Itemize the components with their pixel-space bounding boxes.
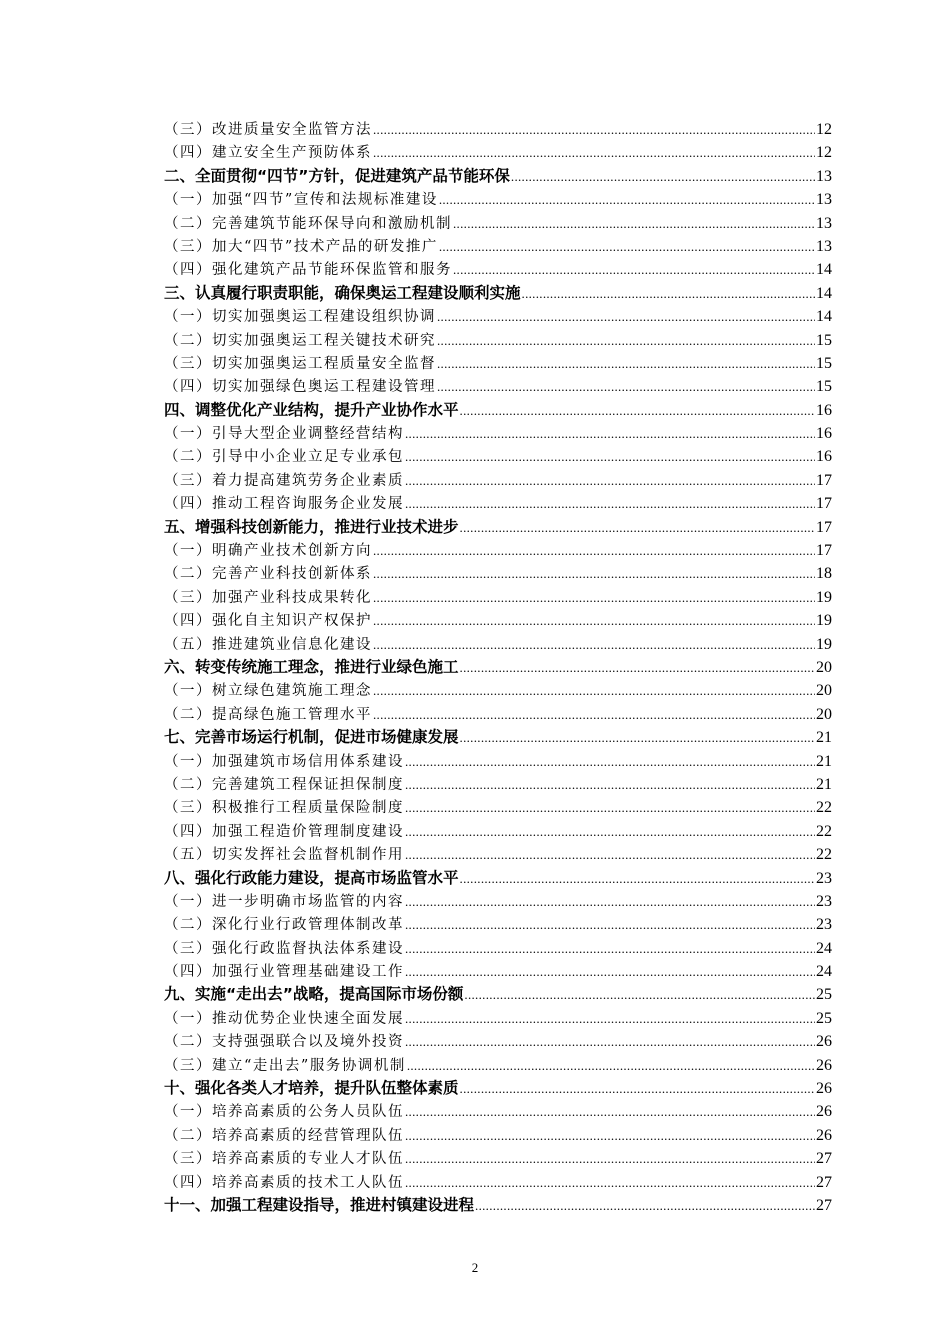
toc-entry-page: 14	[816, 308, 832, 326]
toc-dot-leader	[405, 1171, 815, 1194]
toc-entry-page: 17	[816, 495, 832, 513]
toc-entry-title: （四）推动工程咨询服务企业发展	[164, 496, 404, 513]
toc-section-entry[interactable]	[164, 843, 832, 866]
toc-entry-title: （一）推动优势企业快速全面发展	[164, 1010, 404, 1027]
toc-entry-title: （一）树立绿色建筑施工理念	[164, 683, 372, 700]
toc-entry-page: 27	[816, 1150, 832, 1168]
toc-section-entry[interactable]	[164, 633, 832, 656]
toc-section-entry[interactable]	[164, 796, 832, 819]
toc-section-entry[interactable]	[164, 1054, 832, 1077]
toc-dot-leader	[405, 937, 815, 960]
toc-entry-title: 二、全面贯彻“四节”方针，促进建筑产品节能环保	[164, 166, 510, 185]
toc-dot-leader	[439, 235, 815, 258]
toc-entry-title: （三）加强产业科技成果转化	[164, 589, 372, 606]
toc-dot-leader	[475, 1194, 815, 1217]
toc-entry-page: 22	[816, 846, 832, 864]
toc-dot-leader	[405, 773, 815, 796]
toc-entry-title: 七、完善市场运行机制，促进市场健康发展	[164, 728, 459, 747]
toc-entry-page: 21	[816, 729, 832, 747]
toc-entry-title: 六、转变传统施工理念，推进行业绿色施工	[164, 657, 459, 676]
toc-dot-leader	[405, 913, 815, 936]
toc-section-entry[interactable]	[164, 1147, 832, 1170]
toc-entry-title: （四）强化自主知识产权保护	[164, 613, 372, 630]
toc-dot-leader	[460, 1077, 815, 1100]
toc-dot-leader	[460, 656, 815, 679]
toc-section-entry[interactable]	[164, 212, 832, 235]
toc-entry-page: 20	[816, 682, 832, 700]
toc-entry-title: （四）强化建筑产品节能环保监管和服务	[164, 262, 452, 279]
toc-chapter-entry[interactable]	[164, 165, 832, 188]
toc-dot-leader	[437, 329, 815, 352]
toc-dot-leader	[522, 282, 815, 305]
toc-entry-title: （四）建立安全生产预防体系	[164, 145, 372, 162]
toc-chapter-entry[interactable]	[164, 1077, 832, 1100]
toc-entry-page: 15	[816, 354, 832, 372]
toc-entry-page: 23	[816, 869, 832, 887]
toc-entry-title: （二）完善建筑工程保证担保制度	[164, 776, 404, 793]
toc-section-entry[interactable]	[164, 773, 832, 796]
toc-dot-leader	[460, 516, 815, 539]
toc-entry-title: （二）切实加强奥运工程关键技术研究	[164, 332, 436, 349]
toc-section-entry[interactable]	[164, 352, 832, 375]
toc-dot-leader	[464, 983, 815, 1006]
toc-entry-page: 26	[816, 1056, 832, 1074]
toc-section-entry[interactable]	[164, 258, 832, 281]
toc-section-entry[interactable]	[164, 1030, 832, 1053]
toc-entry-title: （一）加强“四节”宣传和法规标准建设	[164, 192, 438, 209]
toc-dot-leader	[405, 492, 815, 515]
toc-entry-title: （三）加大“四节”技术产品的研发推广	[164, 238, 438, 255]
toc-entry-title: 四、调整优化产业结构，提升产业协作水平	[164, 400, 459, 419]
toc-dot-leader	[373, 586, 815, 609]
toc-dot-leader	[373, 118, 815, 141]
toc-dot-leader	[405, 1147, 815, 1170]
toc-entry-title: （三）培养高素质的专业人才队伍	[164, 1151, 404, 1168]
toc-section-entry[interactable]	[164, 329, 832, 352]
toc-entry-title: 五、增强科技创新能力，推进行业技术进步	[164, 517, 459, 536]
toc-chapter-entry[interactable]	[164, 399, 832, 422]
toc-entry-page: 25	[816, 986, 832, 1004]
toc-entry-title: （五）推进建筑业信息化建设	[164, 636, 372, 653]
toc-entry-page: 19	[816, 612, 832, 630]
toc-entry-title: （四）加强行业管理基础建设工作	[164, 964, 404, 981]
toc-dot-leader	[373, 679, 815, 702]
toc-dot-leader	[405, 422, 815, 445]
toc-section-entry[interactable]	[164, 820, 832, 843]
toc-section-entry[interactable]	[164, 586, 832, 609]
toc-dot-leader	[405, 1007, 815, 1030]
toc-entry-page: 15	[816, 378, 832, 396]
toc-section-entry[interactable]	[164, 1007, 832, 1030]
toc-entry-title: （一）明确产业技术创新方向	[164, 543, 372, 560]
toc-entry-title: 九、实施“走出去”战略，提高国际市场份额	[164, 985, 464, 1004]
toc-section-entry[interactable]	[164, 937, 832, 960]
toc-dot-leader	[373, 141, 815, 164]
toc-section-entry[interactable]	[164, 305, 832, 328]
toc-entry-page: 16	[816, 401, 832, 419]
toc-entry-title: （三）切实加强奥运工程质量安全监督	[164, 355, 436, 372]
toc-entry-title: （一）引导大型企业调整经营结构	[164, 426, 404, 443]
toc-entry-page: 17	[816, 542, 832, 560]
toc-section-entry[interactable]	[164, 469, 832, 492]
toc-entry-title: （二）完善建筑节能环保导向和激励机制	[164, 215, 452, 232]
toc-chapter-entry[interactable]	[164, 726, 832, 749]
toc-entry-page: 13	[816, 191, 832, 209]
toc-entry-title: （二）支持强强联合以及境外投资	[164, 1034, 404, 1051]
page-number: 2	[471, 1260, 479, 1275]
toc-entry-page: 22	[816, 799, 832, 817]
toc-dot-leader	[405, 890, 815, 913]
toc-dot-leader	[405, 820, 815, 843]
toc-dot-leader	[373, 539, 815, 562]
toc-entry-title: 十一、加强工程建设指导，推进村镇建设进程	[164, 1195, 475, 1214]
toc-entry-page: 21	[816, 775, 832, 793]
toc-entry-title: （三）着力提高建筑劳务企业素质	[164, 472, 404, 489]
toc-section-entry[interactable]	[164, 609, 832, 632]
toc-dot-leader	[460, 726, 815, 749]
toc-section-entry[interactable]	[164, 118, 832, 141]
toc-entry-title: （二）提高绿色施工管理水平	[164, 706, 372, 723]
toc-section-entry[interactable]	[164, 703, 832, 726]
toc-entry-title: （二）深化行业行政管理体制改革	[164, 917, 404, 934]
toc-entry-title: （三）建立“走出去”服务协调机制	[164, 1057, 406, 1074]
toc-entry-page: 27	[816, 1173, 832, 1191]
toc-entry-page: 14	[816, 261, 832, 279]
toc-entry-page: 25	[816, 1009, 832, 1027]
toc-entry-page: 27	[816, 1196, 832, 1214]
toc-entry-page: 23	[816, 916, 832, 934]
toc-entry-page: 13	[816, 167, 832, 185]
toc-dot-leader	[405, 843, 815, 866]
toc-dot-leader	[373, 562, 815, 585]
toc-dot-leader	[405, 1124, 815, 1147]
toc-section-entry[interactable]	[164, 562, 832, 585]
toc-section-entry[interactable]	[164, 492, 832, 515]
toc-dot-leader	[511, 165, 815, 188]
toc-entry-page: 12	[816, 144, 832, 162]
toc-section-entry[interactable]	[164, 422, 832, 445]
toc-section-entry[interactable]	[164, 188, 832, 211]
toc-dot-leader	[405, 1030, 815, 1053]
toc-dot-leader	[373, 703, 815, 726]
toc-dot-leader	[373, 609, 815, 632]
toc-entry-page: 22	[816, 822, 832, 840]
toc-entry-page: 26	[816, 1126, 832, 1144]
toc-entry-page: 18	[816, 565, 832, 583]
toc-dot-leader	[437, 352, 815, 375]
toc-entry-page: 16	[816, 448, 832, 466]
toc-entry-page: 13	[816, 237, 832, 255]
toc-entry-title: （一）切实加强奥运工程建设组织协调	[164, 309, 436, 326]
toc-entry-page: 17	[816, 471, 832, 489]
toc-dot-leader	[405, 469, 815, 492]
toc-entry-title: （一）进一步明确市场监管的内容	[164, 893, 404, 910]
toc-dot-leader	[405, 1100, 815, 1123]
toc-entry-page: 24	[816, 963, 832, 981]
toc-entry-title: 十、强化各类人才培养，提升队伍整体素质	[164, 1079, 459, 1098]
toc-entry-page: 20	[816, 658, 832, 676]
toc-chapter-entry[interactable]	[164, 282, 832, 305]
toc-section-entry[interactable]	[164, 679, 832, 702]
toc-chapter-entry[interactable]	[164, 983, 832, 1006]
toc-dot-leader	[407, 1054, 815, 1077]
toc-entry-title: （三）强化行政监督执法体系建设	[164, 940, 404, 957]
toc-entry-page: 16	[816, 425, 832, 443]
toc-entry-title: （四）加强工程造价管理制度建设	[164, 823, 404, 840]
toc-entry-page: 20	[816, 705, 832, 723]
toc-entry-page: 12	[816, 121, 832, 138]
toc-entry-page: 17	[816, 518, 832, 536]
toc-section-entry[interactable]	[164, 539, 832, 562]
toc-dot-leader	[405, 796, 815, 819]
toc-entry-title: （三）改进质量安全监管方法	[164, 122, 372, 138]
toc-entry-page: 19	[816, 588, 832, 606]
toc-dot-leader	[453, 212, 815, 235]
toc-dot-leader	[373, 633, 815, 656]
toc-entry-page: 24	[816, 939, 832, 957]
toc-dot-leader	[437, 375, 815, 398]
toc-dot-leader	[405, 445, 815, 468]
toc-entry-title: 八、强化行政能力建设，提高市场监管水平	[164, 868, 459, 887]
toc-entry-title: （二）完善产业科技创新体系	[164, 566, 372, 583]
toc-dot-leader	[460, 399, 815, 422]
toc-section-entry[interactable]	[164, 960, 832, 983]
toc-section-entry[interactable]	[164, 1124, 832, 1147]
table-of-contents	[164, 118, 832, 1217]
toc-section-entry[interactable]	[164, 235, 832, 258]
toc-entry-title: （三）积极推行工程质量保险制度	[164, 800, 404, 817]
toc-chapter-entry[interactable]	[164, 867, 832, 890]
toc-section-entry[interactable]	[164, 890, 832, 913]
toc-entry-page: 21	[816, 752, 832, 770]
toc-entry-title: （二）培养高素质的经营管理队伍	[164, 1127, 404, 1144]
toc-dot-leader	[437, 305, 815, 328]
toc-section-entry[interactable]	[164, 1100, 832, 1123]
toc-entry-page: 26	[816, 1103, 832, 1121]
toc-section-entry[interactable]	[164, 1171, 832, 1194]
toc-dot-leader	[405, 960, 815, 983]
toc-chapter-entry[interactable]	[164, 1194, 832, 1217]
toc-entry-title: （五）切实发挥社会监督机制作用	[164, 847, 404, 864]
toc-entry-title: （二）引导中小企业立足专业承包	[164, 449, 404, 466]
toc-entry-page: 13	[816, 214, 832, 232]
toc-section-entry[interactable]	[164, 445, 832, 468]
toc-entry-page: 15	[816, 331, 832, 349]
toc-entry-page: 23	[816, 892, 832, 910]
toc-dot-leader	[453, 258, 815, 281]
toc-dot-leader	[405, 750, 815, 773]
toc-entry-title: （一）培养高素质的公务人员队伍	[164, 1104, 404, 1121]
toc-chapter-entry[interactable]	[164, 656, 832, 679]
toc-chapter-entry[interactable]	[164, 516, 832, 539]
toc-entry-page: 26	[816, 1080, 832, 1098]
toc-entry-title: （四）培养高素质的技术工人队伍	[164, 1174, 404, 1191]
toc-entry-title: （一）加强建筑市场信用体系建设	[164, 753, 404, 770]
toc-entry-title: 三、认真履行职责职能，确保奥运工程建设顺利实施	[164, 283, 521, 302]
toc-entry-page: 14	[816, 284, 832, 302]
toc-section-entry[interactable]	[164, 913, 832, 936]
toc-section-entry[interactable]	[164, 141, 832, 164]
toc-dot-leader	[460, 867, 815, 890]
toc-section-entry[interactable]	[164, 375, 832, 398]
toc-entry-page: 26	[816, 1033, 832, 1051]
toc-entry-title: （四）切实加强绿色奥运工程建设管理	[164, 379, 436, 396]
toc-entry-page: 19	[816, 635, 832, 653]
toc-dot-leader	[439, 188, 815, 211]
toc-section-entry[interactable]	[164, 750, 832, 773]
